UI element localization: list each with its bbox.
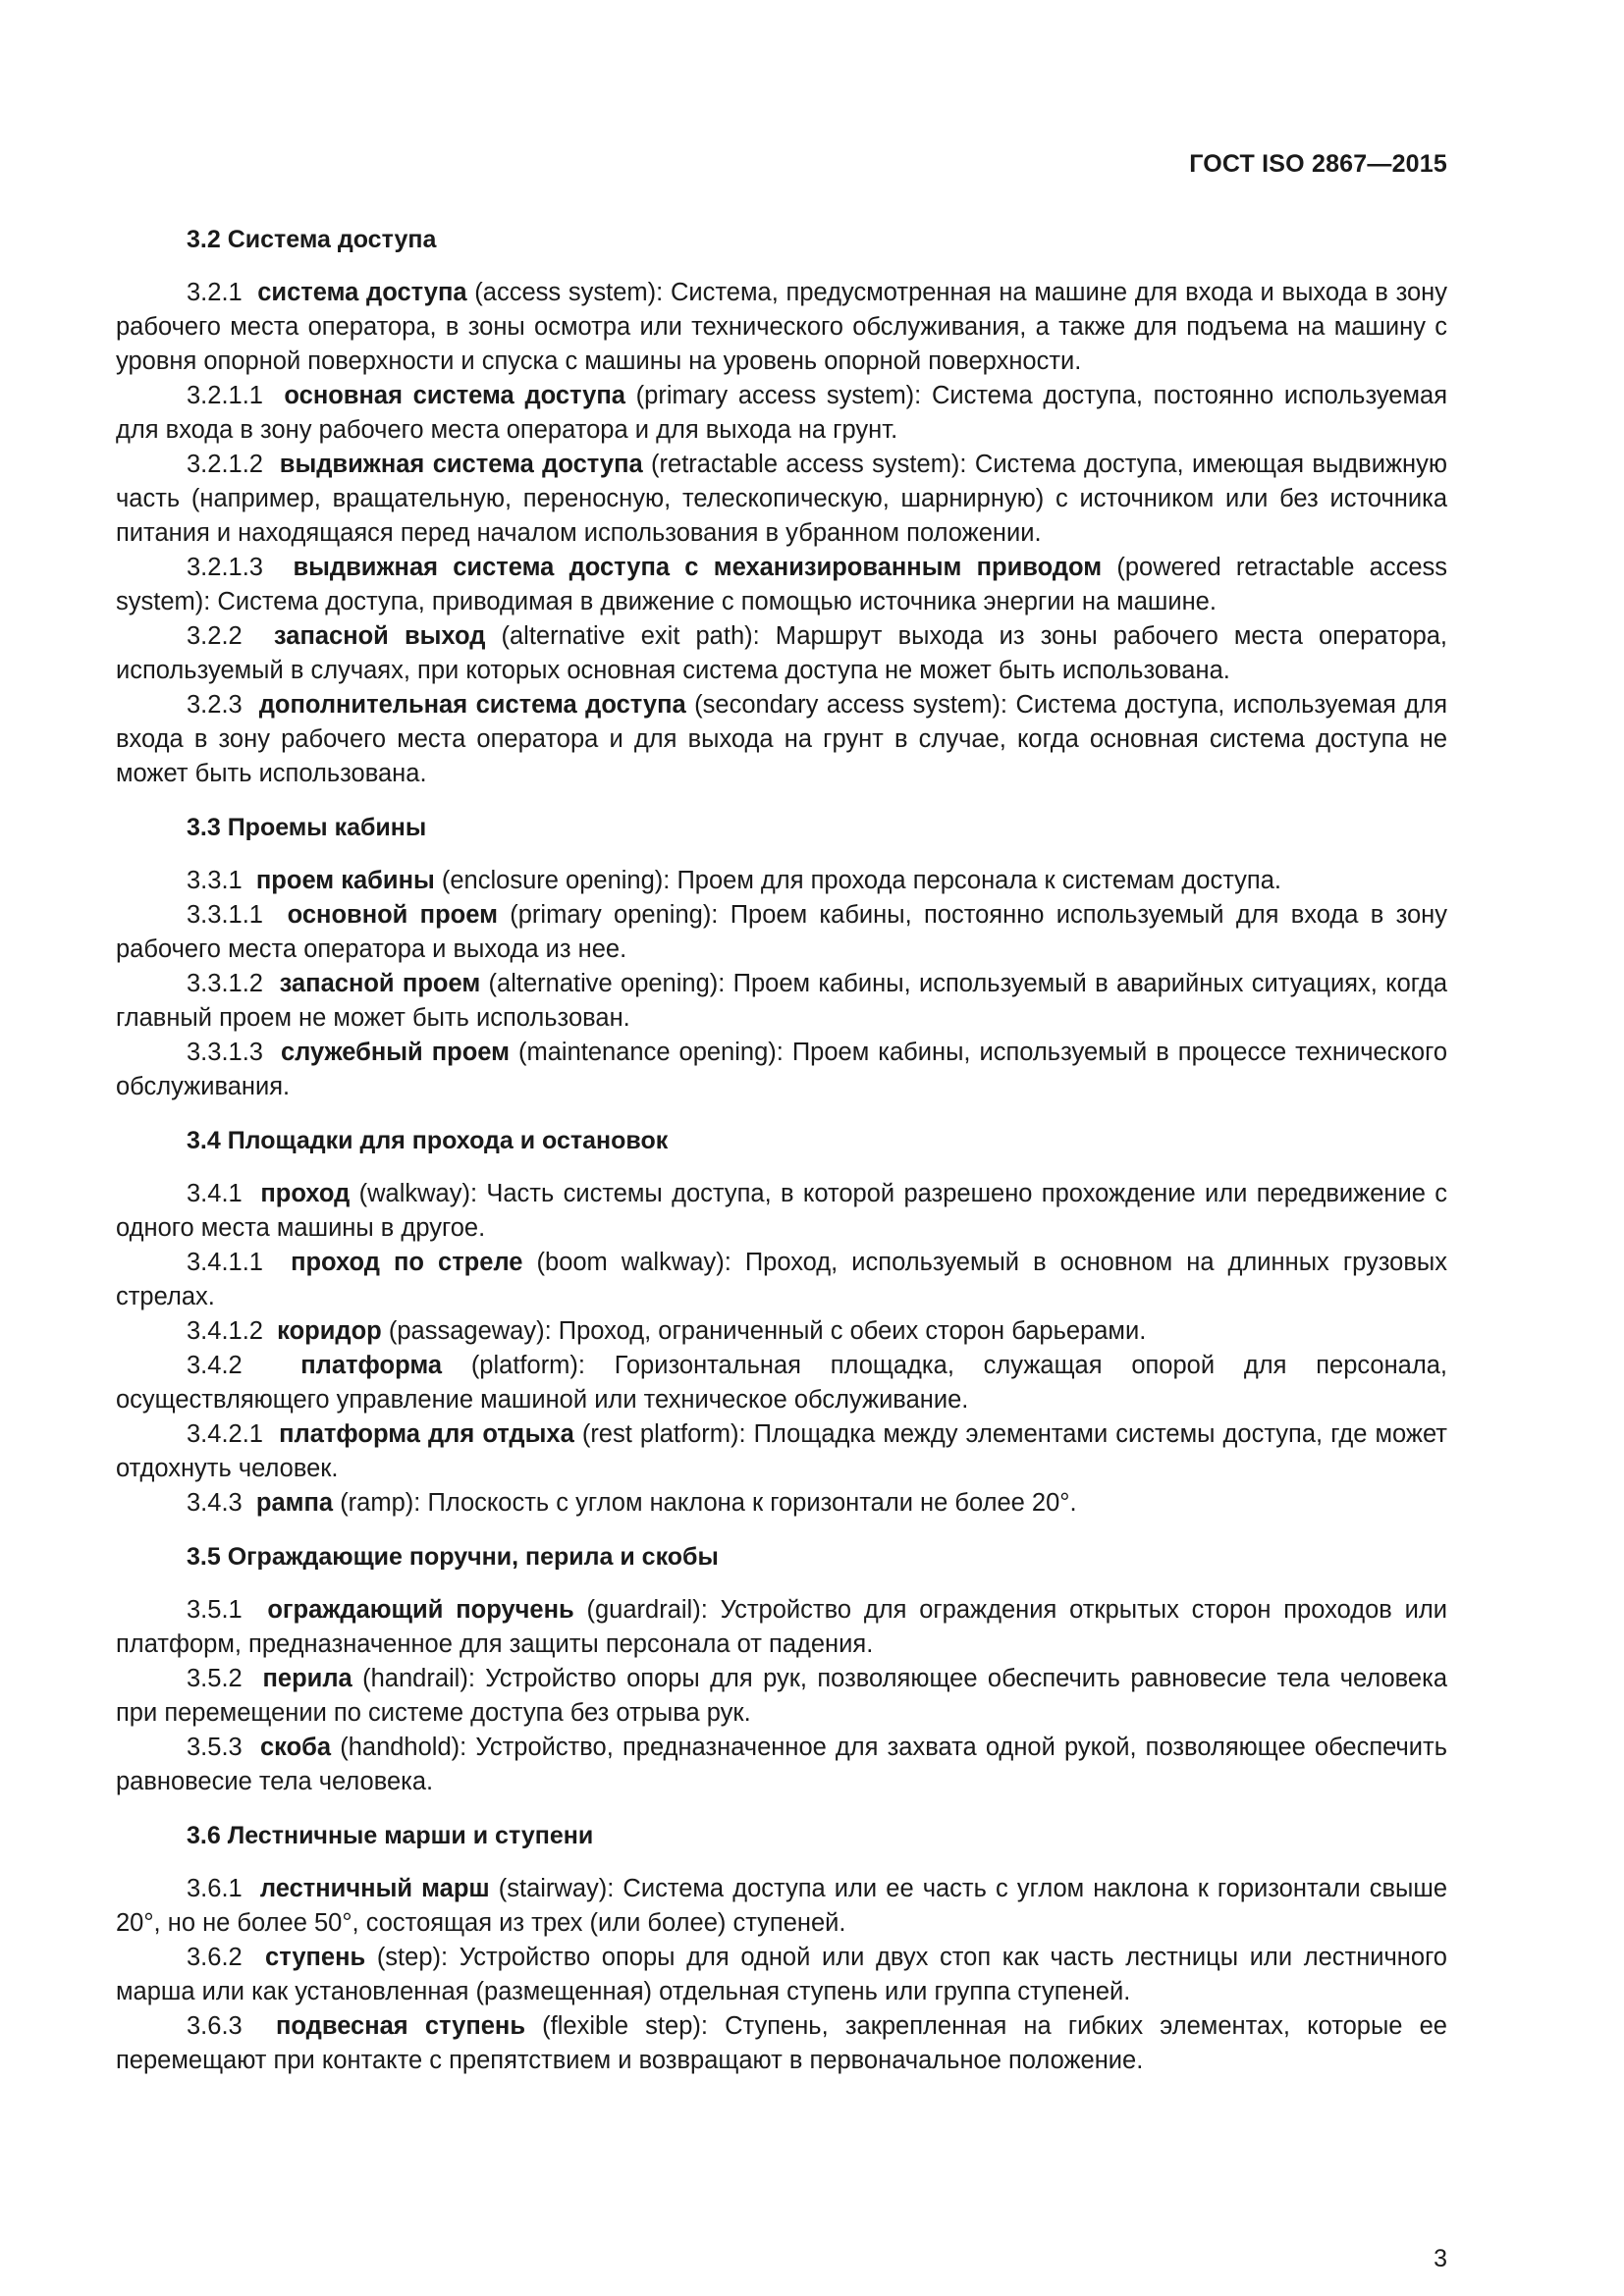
section-3-2 — [116, 223, 1447, 791]
term-entry: 3.2.1.3 выдвижная система доступа с механизированным приводом (powered retractable access system): Система доступа, приводимая в движение с помощью источника энергии на машине. — [116, 554, 1447, 615]
term-entry: 3.4.1 проход (walkway): Часть системы доступа, в которой разрешено прохождение или передвижение с одного места машины в другое. — [116, 1180, 1447, 1242]
section-title: 3.2 Система доступа — [187, 226, 437, 253]
page-number: 3 — [1434, 2245, 1447, 2272]
term-entry: 3.3.1 проем кабины (enclosure opening): Проем для прохода персонала к системам доступа. — [187, 867, 1281, 894]
term-entry: 3.4.3 рампа (ramp): Плоскость с углом наклона к горизонтали не более 20°. — [187, 1489, 1077, 1517]
term-entry: 3.4.2 платформа (platform): Горизонтальная площадка, служащая опорой для персонала, осуществляющего управление машиной или техническое обслуживание. — [116, 1352, 1448, 1414]
term-entry: 3.5.1 ограждающий поручень (guardrail): Устройство для ограждения открытых сторон проходов или платформ, предназначенное для защиты персонала от падения. — [116, 1596, 1447, 1658]
term-entry: 3.4.2.1 платформа для отдыха (rest platform): Площадка между элементами системы доступа, где может отдохнуть человек. — [116, 1420, 1447, 1482]
section-title: 3.3 Проемы кабины — [187, 814, 427, 841]
term-entry: 3.5.3 скоба (handhold): Устройство, предназначенное для захвата одной рукой, позволяющее обеспечить равновесие тела человека. — [116, 1734, 1448, 1795]
term-entry: 3.3.1.3 служебный проем (maintenance opening): Проем кабины, используемый в процессе технического обслуживания. — [116, 1039, 1447, 1100]
term-entry: 3.6.2 ступень (step): Устройство опоры для одной или двух стоп как часть лестницы или лестничного марша или как установленная (размещенная) отдельная ступень или группа ступеней. — [116, 1944, 1447, 2005]
term-entry: 3.4.1.1 проход по стреле (boom walkway): Проход, используемый в основном на длинных грузовых стрелах. — [116, 1249, 1447, 1310]
term-entry: 3.5.2 перила (handrail): Устройство опоры для рук, позволяющее обеспечить равновесие тела человека при перемещении по системе доступа без отрыва рук. — [116, 1665, 1448, 1727]
section-title: 3.5 Ограждающие поручни, перила и скобы — [187, 1543, 719, 1571]
document-code: ГОСТ ISO 2867—2015 — [1189, 150, 1447, 178]
section-3-3 — [116, 811, 1447, 1104]
section-title: 3.6 Лестничные марши и ступени — [187, 1822, 594, 1849]
term-entry: 3.2.2 запасной выход (alternative exit path): Маршрут выхода из зоны рабочего места оператора, используемый в случаях, при которых основная система доступа не может быть использована. — [116, 622, 1448, 684]
document-content — [116, 223, 1447, 2078]
section-title: 3.4 Площадки для прохода и остановок — [187, 1127, 669, 1154]
term-entry: 3.6.3 подвесная ступень (flexible step): Ступень, закрепленная на гибких элементах, которые ее перемещают при контакте с препятствием и возвращают в первоначальное положение. — [116, 2012, 1447, 2074]
term-entry: 3.2.1 система доступа (access system): Система, предусмотренная на машине для входа и выхода в зону рабочего места оператора, в зоны осмотра или технического обслуживания, а также для подъема на машину с уровня опорной поверхности и спуска с машины на уровень опорной поверхности. — [116, 279, 1448, 375]
term-entry: 3.4.1.2 коридор (passageway): Проход, ограниченный с обеих сторон барьерами. — [187, 1317, 1147, 1345]
term-entry: 3.2.1.1 основная система доступа (primary access system): Система доступа, постоянно используемая для входа в зону рабочего места оператора и для выхода на грунт. — [116, 382, 1448, 444]
term-entry: 3.2.3 дополнительная система доступа (secondary access system): Система доступа, используемая для входа в зону рабочего места оператора и для выхода на грунт в случае, когда основная система доступа не может быть использована. — [116, 691, 1448, 787]
term-entry: 3.6.1 лестничный марш (stairway): Система доступа или ее часть с углом наклона к горизонтали свыше 20°, но не более 50°, состоящая из трех (или более) ступеней. — [116, 1875, 1448, 1937]
term-entry: 3.3.1.1 основной проем (primary opening): Проем кабины, постоянно используемый для входа в зону рабочего места оператора и выхода из нее. — [116, 901, 1447, 963]
section-3-4 — [116, 1124, 1447, 1521]
term-entry: 3.3.1.2 запасной проем (alternative opening): Проем кабины, используемый в аварийных ситуациях, когда главный проем не может быть использован. — [116, 970, 1447, 1032]
term-entry: 3.2.1.2 выдвижная система доступа (retractable access system): Система доступа, имеющая выдвижную часть (например, вращательную, переносную, телескопическую, шарнирную) с источником или без источника питания и находящаяся перед началом использования в убранном положении. — [116, 451, 1447, 547]
section-3-5 — [116, 1540, 1447, 1799]
section-3-6 — [116, 1819, 1447, 2078]
